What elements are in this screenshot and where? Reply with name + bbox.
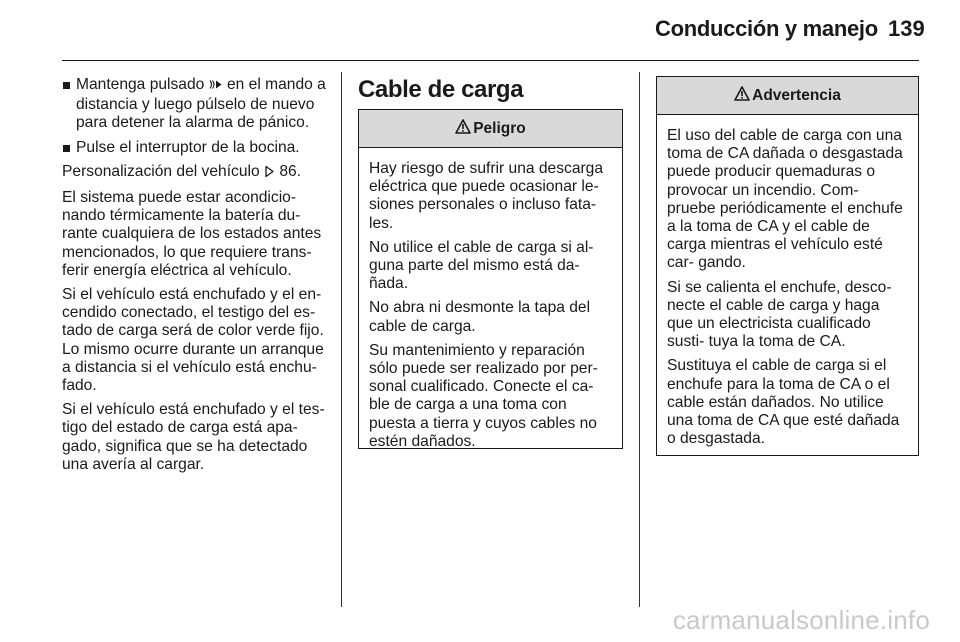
warning-triangle-icon <box>455 119 471 139</box>
paragraph: Hay riesgo de sufrir una descarga eléctrica que puede ocasionar le- siones personales o incluso fata- les. <box>369 160 604 232</box>
page-reference: 86. <box>274 162 301 180</box>
column-divider-right <box>639 72 640 607</box>
paragraph <box>62 163 328 183</box>
paragraph: El uso del cable de carga con una toma de CA dañada o desgastada puede producir quemaduras o provocar un incendio. Com- pruebe periódicamente el enchufe a la toma de CA y el cable de carga mientras el vehículo esté car- gando. <box>667 127 903 272</box>
danger-box <box>358 109 623 449</box>
paragraph: Sustituya el cable de carga si el enchufe para la toma de CA o el cable están dañados. No utilice una toma de CA que esté dañada o desgastada. <box>667 357 900 448</box>
chapter-title: Conducción y manejo <box>655 16 878 41</box>
paragraph: Si el vehículo está enchufado y el en- cendido conectado, el testigo del es- tado de carga será de color verde fijo. Lo mismo ocurre durante un arranque a distancia si el vehículo está enchu- fado. <box>62 286 324 395</box>
section-title: Cable de carga <box>358 76 524 103</box>
paragraph: No abra ni desmonte la tapa del cable de carga. <box>369 299 591 335</box>
danger-box-header <box>359 110 622 148</box>
watermark: carmanualsonline.info <box>672 605 930 635</box>
list-item-text: Pulse el interruptor de la bocina. <box>76 138 300 156</box>
left-column <box>62 76 328 480</box>
paragraph: Su mantenimiento y reparación sólo puede ser realizado por per- sonal cualificado. Conecte el ca- ble de carga a una toma con puesta a tierra y cuyos cables no estén dañados. <box>369 341 598 450</box>
bullet-marker <box>63 82 70 89</box>
paragraph: No utilice el cable de carga si al- guna parte del mismo está da- ñada. <box>369 238 594 293</box>
paragraph: Si el vehículo está enchufado y el tes- tigo del estado de carga está apa- gado, significa que se ha detectado una avería al cargar. <box>62 401 325 473</box>
paragraph: El sistema puede estar acondicio- nando térmicamente la batería du- rante cualquiera de los estados antes mencionados, lo que requiere trans- ferir energía eléctrica al vehículo. <box>62 189 322 279</box>
paragraph: Si se calienta el enchufe, desco- necte el cable de carga y haga que un electricista cualificado susti- tuya la toma de CA. <box>667 278 892 351</box>
warning-triangle-icon <box>734 86 750 106</box>
danger-box-title: Peligro <box>473 119 526 137</box>
list-item <box>62 76 328 133</box>
warning-box-title: Advertencia <box>752 86 841 104</box>
warning-box <box>656 76 919 456</box>
warning-box-header <box>657 77 918 115</box>
column-divider-left <box>341 72 342 607</box>
list-item <box>62 139 328 157</box>
danger-box-body <box>359 148 622 467</box>
cross-reference-text: Personalización del vehículo <box>62 162 264 180</box>
list-item-text: Mantenga pulsado <box>76 76 209 93</box>
warning-box-body <box>657 115 918 464</box>
list-item-text: en el mando a distancia y luego púlselo de nuevo para detener la alarma de pánico. <box>76 76 326 132</box>
panic-alarm-icon <box>209 78 223 96</box>
header-divider <box>62 60 919 61</box>
page-reference-arrow-icon <box>264 165 275 183</box>
bullet-marker <box>63 145 70 152</box>
page-number: 139 <box>888 16 925 41</box>
